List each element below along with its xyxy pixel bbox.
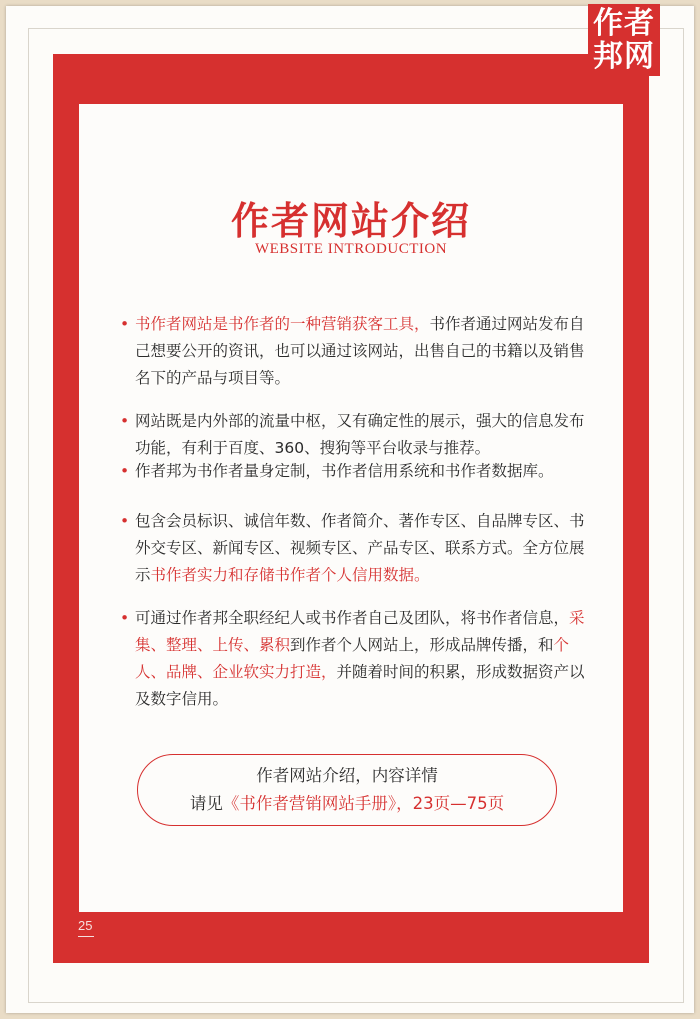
page-number: 25 <box>78 918 93 933</box>
page-subtitle: WEBSITE INTRODUCTION <box>254 241 448 257</box>
callout-line-2-highlight: 《书作者营销网站手册》，23页—75页 <box>222 794 505 813</box>
callout-line-2-prefix: 请见 <box>189 794 223 813</box>
callout-line-2 <box>138 790 556 818</box>
paragraph-4 <box>120 508 590 589</box>
paragraph-5-highlight-d: 个人、品牌、企业软实力打造， <box>135 636 570 681</box>
paragraph-4-text: 包含会员标识、诚信年数、作者简介、著作专区、自品牌专区、书外交专区、新闻专区、视频专区、产品专区、联系方式。全方位展示 <box>135 512 585 584</box>
paragraph-5-text-a: 可通过作者邦全职经纪人或书作者自己及团队，将书作者信息， <box>135 609 570 627</box>
logo-line-1: 作者 <box>593 6 655 41</box>
bullet-icon: • <box>120 609 130 627</box>
paragraph-3 <box>120 458 590 485</box>
paragraph-5-text-e: 并随着时间的积累，形成数据资产以及数字信用。 <box>135 663 585 708</box>
callout-line-1: 作者网站介绍，内容详情 <box>256 766 438 785</box>
bullet-icon: • <box>120 462 130 480</box>
paragraph-5-text-c: 到作者个人网站上，形成品牌传播，和 <box>290 636 554 654</box>
bullet-icon: • <box>120 512 130 530</box>
reference-callout <box>137 754 557 826</box>
paragraph-2 <box>120 408 590 462</box>
paragraph-3-text: 作者邦为书作者量身定制，书作者信用系统和书作者数据库。 <box>135 462 554 480</box>
paragraph-5 <box>120 605 590 713</box>
paragraph-5-highlight-b: 采集、整理、上传、累积 <box>135 609 585 654</box>
paragraph-4-highlight: 书作者实力和存储书作者个人信用数据。 <box>150 566 430 584</box>
page-title: 作者网站介绍 <box>230 198 471 243</box>
paragraph-1-text: 书作者通过网站发布自己想要公开的资讯，也可以通过该网站，出售自己的书籍以及销售名下的产品与项目等。 <box>135 315 585 387</box>
brand-logo <box>588 4 660 76</box>
paragraph-1 <box>120 311 590 392</box>
page-number-rule <box>78 936 94 937</box>
bullet-icon: • <box>120 412 130 430</box>
bullet-icon: • <box>120 315 130 333</box>
paragraph-1-highlight: 书作者网站是书作者的一种营销获客工具， <box>135 315 430 333</box>
paragraph-2-text: 网站既是内外部的流量中枢，又有确定性的展示，强大的信息发布功能，有利于百度、360、搜狗等平台收录与推荐。 <box>135 412 585 457</box>
logo-line-2: 邦网 <box>593 39 655 74</box>
